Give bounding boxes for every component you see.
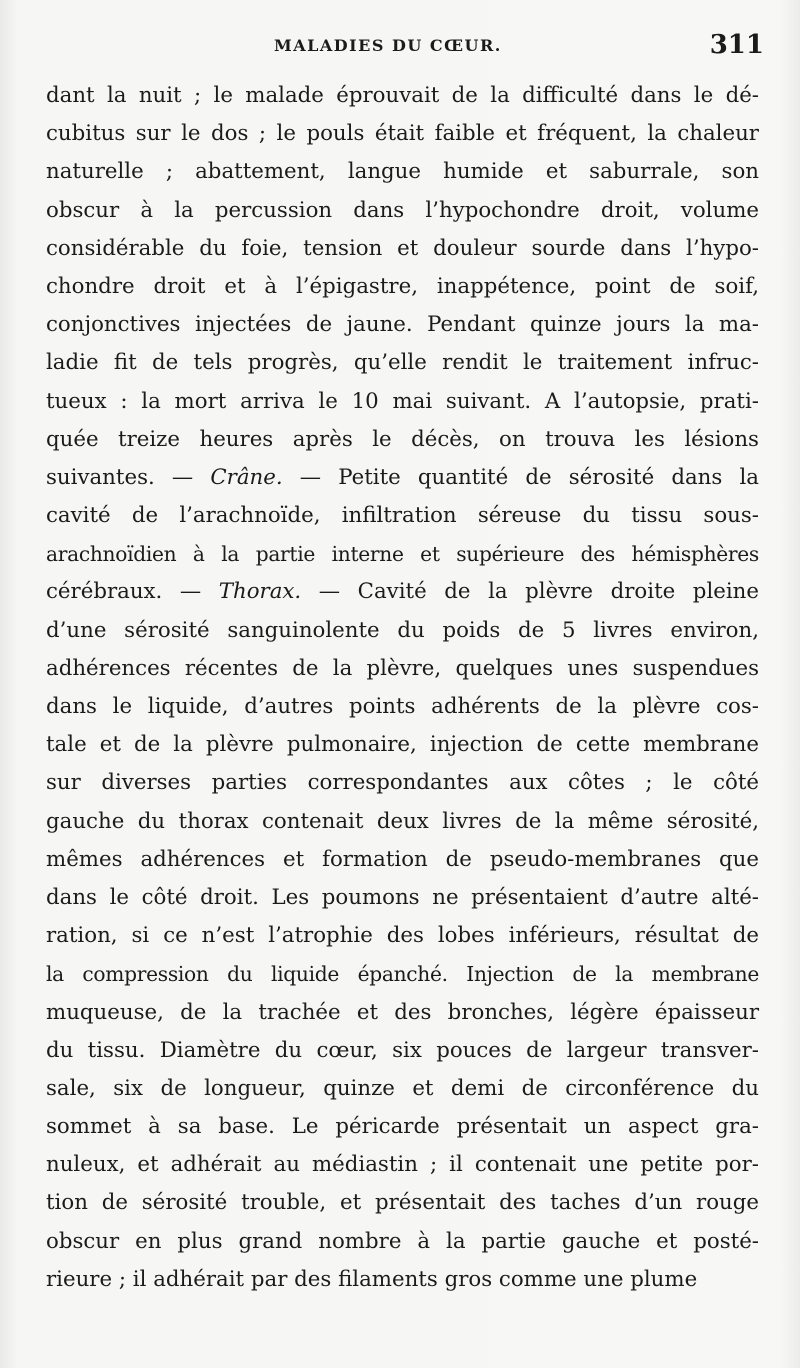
text-line: d’une sérosité sanguinolente du poids de 5 livres environ, [46,617,759,643]
running-head [0,30,800,70]
text-line: nuleux, et adhérait au médiastin ; il contenait une petite por- [46,1152,759,1178]
line-text: — Petite quantité de sérosité dans la [282,464,759,490]
text-line: muqueuse, de la trachée et des bronches, légère épaisseur [46,999,759,1025]
text-line: chondre droit et à l’épigastre, inappétence, point de soif, [46,273,759,299]
body-text [46,77,759,1299]
text-line: sur diverses parties correspondantes aux côtes ; le côté [46,770,759,796]
line-text: suivantes. — [46,464,211,490]
text-line [46,459,759,497]
text-line: tion de sérosité trouble, et présentait des taches d’un rouge [46,1190,759,1216]
text-line: considérable du foie, tension et douleur sourde dans l’hypo- [46,235,759,261]
text-line: quée treize heures après le décès, on trouva les lésions [46,426,759,452]
text-line: cubitus sur le dos ; le pouls était faible et fréquent, la chaleur [46,121,759,147]
running-title: MALADIES DU CŒUR. [274,36,502,55]
text-line: rieure ; il adhérait par des filaments gros comme une plume [46,1266,698,1292]
line-text: — Cavité de la plèvre droite pleine [301,579,759,605]
text-line: la compression du liquide épanché. Injection de la membrane [46,962,759,987]
page-number: 311 [709,30,764,60]
text-line: tale et de la plèvre pulmonaire, injection de cette membrane [46,732,759,758]
text-line: obscur à la percussion dans l’hypochondre droit, volume [46,197,759,223]
text-line: dans le côté droit. Les poumons ne présentaient d’autre alté- [46,884,759,910]
text-line: sale, six de longueur, quinze et demi de circonférence du [46,1075,759,1101]
text-line: naturelle ; abattement, langue humide et saburrale, son [46,159,759,185]
text-line: arachnoïdien à la partie interne et supérieure des hémisphères [46,542,759,567]
text-line: tueux : la mort arriva le 10 mai suivant. A l’autopsie, prati- [46,388,759,414]
text-line: conjonctives injectées de jaune. Pendant quinze jours la ma- [46,312,759,338]
text-line: adhérences récentes de la plèvre, quelques unes suspendues [46,655,759,681]
text-line: mêmes adhérences et formation de pseudo-membranes que [46,846,759,872]
text-line: ration, si ce n’est l’atrophie des lobes inférieurs, résultat de [46,923,759,949]
text-line: dans le liquide, d’autres points adhérents de la plèvre cos- [46,694,759,719]
text-line: ladie fit de tels progrès, qu’elle rendit le traitement infruc- [46,350,759,376]
text-line: obscur en plus grand nombre à la partie gauche et posté- [46,1228,759,1254]
text-line: dant la nuit ; le malade éprouvait de la difficulté dans le dé- [46,83,759,108]
text-line: sommet à sa base. Le péricarde présentait un aspect gra- [46,1114,759,1140]
text-line [46,573,759,611]
text-line: du tissu. Diamètre du cœur, six pouces de largeur transver- [46,1037,759,1063]
text-line: gauche du thorax contenait deux livres de la même sérosité, [46,808,759,834]
line-text: cérébraux. — [46,579,219,605]
section-heading-thorax: Thorax. [218,579,302,605]
section-heading-crane: Crâne. [210,464,283,490]
text-line: cavité de l’arachnoïde, infiltration séreuse du tissu sous- [46,503,759,529]
